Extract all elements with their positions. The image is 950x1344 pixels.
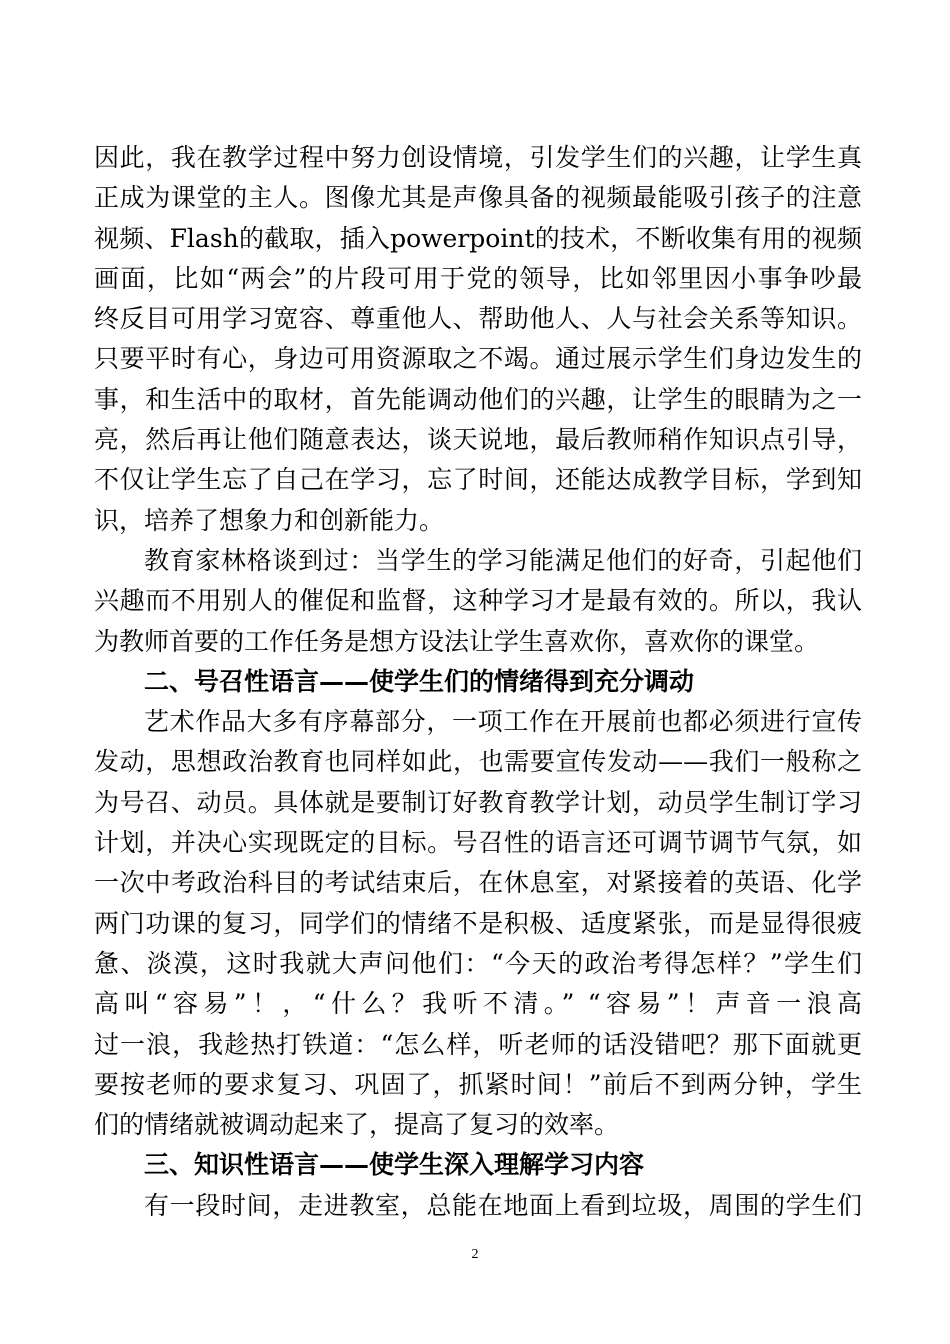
text-line: 惫、淡漠，这时我就大声问他们：“今天的政治考得怎样？”学生们 (94, 948, 862, 978)
paragraph (94, 138, 862, 541)
section-heading: 二、号召性语言——使学生们的情绪得到充分调动 (144, 666, 695, 696)
text-line: 要按老师的要求复习、巩固了，抓紧时间！”前后不到两分钟，学生 (94, 1069, 862, 1099)
paragraph (94, 702, 862, 1145)
document-body (94, 138, 862, 1226)
text-line: 正成为课堂的主人。图像尤其是声像具备的视频最能吸引孩子的注意 (94, 183, 862, 213)
text-line: 画面，比如“两会”的片段可用于党的领导，比如邻里因小事争吵最 (94, 263, 862, 293)
text-line: 们的情绪就被调动起来了，提高了复习的效率。 (94, 1110, 620, 1140)
text-line: 为号召、动员。具体就是要制订好教育教学计划，动员学生制订学习 (94, 787, 862, 817)
paragraph (94, 1186, 862, 1226)
text-line: 因此，我在教学过程中努力创设情境，引发学生们的兴趣，让学生真 (94, 143, 862, 172)
text-line: 发动，思想政治教育也同样如此，也需要宣传发动——我们一般称之 (94, 747, 862, 777)
text-line: 不仅让学生忘了自己在学习，忘了时间，还能达成教学目标，学到知 (94, 465, 862, 495)
text-line: 兴趣而不用别人的催促和监督，这种学习才是最有效的。所以，我认 (94, 586, 862, 616)
text-line: 识，培养了想象力和创新能力。 (94, 505, 445, 535)
text-line: 事，和生活中的取材，首先能调动他们的兴趣，让学生的眼睛为之一 (94, 384, 862, 414)
page-number: 2 (471, 1247, 479, 1262)
text-line: 过一浪，我趁热打铁道：“怎么样，听老师的话没错吧？那下面就更 (94, 1029, 862, 1059)
text-line: 教育家林格谈到过：当学生的学习能满足他们的好奇，引起他们 (144, 545, 862, 575)
text-line: 两门功课的复习，同学们的情绪不是积极、适度紧张，而是显得很疲 (94, 908, 862, 938)
text-line: 一次中考政治科目的考试结束后，在休息室，对紧接着的英语、化学 (94, 868, 862, 898)
text-line: 视频、Flash的截取，插入powerpoint的技术，不断收集有用的视频 (94, 223, 862, 253)
text-line: 艺术作品大多有序幕部分，一项工作在开展前也都必须进行宣传 (144, 707, 862, 737)
text-line: 高叫“容易”！，“什么？我听不清。” “容易”！声音一浪高 (94, 989, 862, 1019)
text-line: 为教师首要的工作任务是想方设法让学生喜欢你，喜欢你的课堂。 (94, 626, 820, 656)
text-line: 终反目可用学习宽容、尊重他人、帮助他人、人与社会关系等知识。 (94, 304, 862, 334)
paragraph (94, 541, 862, 662)
section-heading: 三、知识性语言——使学生深入理解学习内容 (144, 1150, 645, 1180)
text-line: 计划，并决心实现既定的目标。号召性的语言还可调节调节气氛，如 (94, 828, 862, 858)
text-line: 只要平时有心，身边可用资源取之不竭。通过展示学生们身边发生的 (94, 344, 862, 374)
text-line: 亮，然后再让他们随意表达，谈天说地，最后教师稍作知识点引导， (94, 425, 862, 455)
text-line: 有一段时间，走进教室，总能在地面上看到垃圾，周围的学生们 (144, 1190, 862, 1220)
